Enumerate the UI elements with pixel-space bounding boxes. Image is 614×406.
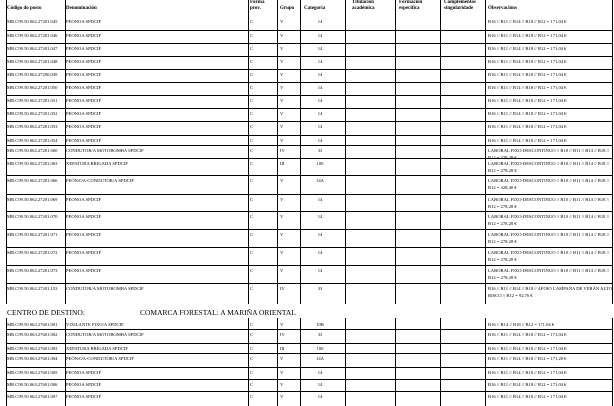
row-grupo: V <box>280 250 284 255</box>
row-denominacion: PEONOA SPDCIF <box>66 268 102 273</box>
column-divider <box>248 318 249 406</box>
row-divider <box>6 353 612 354</box>
row-divider <box>6 283 612 284</box>
row-forma: C <box>250 138 254 143</box>
row-divider <box>6 343 612 344</box>
row-code: MR.C99.50.062.27201.051 <box>7 98 58 103</box>
row-categoria: 14 <box>317 394 323 399</box>
row-grupo: III <box>280 346 285 351</box>
header-formacion-line1: Formación <box>399 0 423 5</box>
row-denominacion: PEONOA SPDCIF <box>66 214 102 219</box>
row-grupo: V <box>280 178 284 183</box>
row-denominacion: PEONOA SPDCIF <box>66 232 102 237</box>
row-forma: C <box>250 19 254 24</box>
row-divider <box>6 379 612 380</box>
row-grupo: IV <box>280 286 285 291</box>
row-categoria: 14 <box>317 72 323 77</box>
column-divider <box>612 318 613 406</box>
row-divider <box>6 175 612 176</box>
row-denominacion: PEONOA SPDCIF <box>66 19 102 24</box>
row-grupo: V <box>280 111 284 116</box>
table-header <box>0 0 614 20</box>
row-forma: C <box>250 214 254 219</box>
row-categoria: 33 <box>317 148 323 153</box>
row-categoria: 33 <box>317 286 323 291</box>
row-divider <box>6 121 612 122</box>
row-code: MR.C99.50.063.27601.006 <box>7 382 58 387</box>
row-observacions: B16 // B11 // B14 // B18 // B12 = 171,04 € <box>488 59 567 64</box>
row-code: MR.C99.50.062.27201.071 <box>7 232 58 237</box>
header-forma-line2: prov. <box>250 6 261 11</box>
row-categoria: 14A <box>316 356 324 361</box>
row-divider <box>6 265 612 266</box>
row-divider <box>6 247 612 248</box>
row-denominacion: PEONOA SPDCIF <box>66 85 102 90</box>
row-observacions: LABORAL FIXO-DESCONTINUO // B10 // B11 // B14 // B18 // B12 = 278,28 € <box>488 250 610 262</box>
column-divider <box>485 318 486 406</box>
row-code: MR.C99.50.062.27201.069 <box>7 197 58 202</box>
row-denominacion: XEFATURA BRIGADA SPDCIF <box>66 161 128 166</box>
row-denominacion: PEONOA SPDCIF <box>66 98 102 103</box>
row-observacions: LABORAL FIXO-DESCONTINUO // B10 // B11 // B14 // B18 // B12 = 278,28 € <box>488 214 610 226</box>
row-denominacion: PEONOA SPDCIF <box>66 394 102 399</box>
row-divider <box>6 43 612 44</box>
row-categoria: 14 <box>317 382 323 387</box>
row-observacions: B16 // B11 // B14 // B18 // B12 = 171,04 € <box>488 72 567 77</box>
row-grupo: IV <box>280 332 285 337</box>
row-code: MR.C99.50.062.27201.053 <box>7 124 58 129</box>
row-code: MR.C99.50.062.27201.050 <box>7 85 58 90</box>
row-grupo: V <box>280 72 284 77</box>
row-code: MR.C99.50.062.27201.063 <box>7 161 58 166</box>
row-categoria: 14 <box>317 268 323 273</box>
row-forma: C <box>250 232 254 237</box>
row-grupo: IV <box>280 148 285 153</box>
row-code: MR.C99.50.062.27201.070 <box>7 214 58 219</box>
header-titulacion-line1: Titulación <box>352 0 374 5</box>
header-titulacion-line2: académica <box>352 6 375 11</box>
column-divider <box>248 0 249 304</box>
row-observacions: LABORAL FIXO-DESCONTINUO // B10 // B11 // B14 // B18 // B12 = 278,28 € <box>488 268 610 280</box>
row-observacions: B16 // B11 // B14 // B18 // B12 = 171,04 € <box>488 394 567 399</box>
row-denominacion: VIXILANTE FIXO/A SPDCIF <box>66 322 124 327</box>
row-code: MR.C99.50.062.27201.047 <box>7 46 58 51</box>
row-categoria: 14 <box>317 59 323 64</box>
row-grupo: V <box>280 214 284 219</box>
row-divider <box>6 194 612 195</box>
row-code: MR.C99.50.062.27201.060 <box>7 148 58 153</box>
row-categoria: 14 <box>317 370 323 375</box>
header-complementos-line1: Complementos <box>444 0 476 5</box>
header-forma-line1: Forma <box>250 0 265 5</box>
row-forma: C <box>250 98 254 103</box>
row-forma: C <box>250 250 254 255</box>
row-code: MR.C99.50.062.27201.073 <box>7 268 58 273</box>
row-grupo: V <box>280 59 284 64</box>
row-grupo: V <box>280 85 284 90</box>
row-denominacion: PEÓN/OA-CONDUTOR/A SPDCIF <box>66 178 134 183</box>
column-divider <box>612 0 613 304</box>
row-code: MR.C99.50.062.27201.054 <box>7 138 58 143</box>
row-grupo: V <box>280 370 284 375</box>
row-categoria: 14 <box>317 111 323 116</box>
row-forma: C <box>250 394 254 399</box>
row-code: MR.C99.50.063.27601.002 <box>7 332 58 337</box>
row-observacions: B16 // B11 // B14 // B18 // B12 = 171,04 € <box>488 346 567 351</box>
row-categoria: 33 <box>317 332 323 337</box>
row-forma: C <box>250 286 254 291</box>
row-code: MR.C99.50.062.27201.046 <box>7 33 58 38</box>
row-grupo: V <box>280 268 284 273</box>
row-categoria: 14 <box>317 124 323 129</box>
row-observacions: LABORAL FIXO-DESCONTINUO // B10 // B11 // B14 // B18 // B12 = 278,28 € <box>488 148 610 160</box>
row-code: MR.C99.50.063.27601.003 <box>7 346 58 351</box>
row-observacions: B16 // B11 // B14 // B18 // AFOIO CAMPAÑA DE VERÁN ALTO RISCO // B12 = 92,76 € <box>488 286 612 298</box>
row-categoria: 14 <box>317 46 323 51</box>
row-grupo: III <box>280 161 285 166</box>
row-categoria: 14 <box>317 214 323 219</box>
row-code: MR.C99.50.063.27601.007 <box>7 394 58 399</box>
row-observacions: B16 // B11 // B14 // B18 // B12 = 171,04 € <box>488 85 567 90</box>
row-denominacion: PEONOA SPDCIF <box>66 33 102 38</box>
row-observacions: LABORAL FIXO-DESCONTINUO // B10 // B11 // B14 // B18 // B12 = 278,28 € <box>488 197 610 209</box>
row-denominacion: PEÓN/OA-CONDUTOR/A SPDCIF <box>66 356 134 361</box>
row-divider <box>6 229 612 230</box>
row-divider <box>6 329 612 330</box>
header-complementos-line2: singularidade <box>444 6 474 11</box>
row-denominacion: PEONOA SPDCIF <box>66 124 102 129</box>
row-code: MR.C99.50.062.27201.153 <box>7 286 58 291</box>
row-denominacion: XEFATURA BRIGADA SPDCIF <box>66 346 128 351</box>
header-codigo: Código do posto <box>7 6 42 11</box>
row-grupo: V <box>280 394 284 399</box>
row-code: MR.C99.50.062.27201.072 <box>7 250 58 255</box>
column-divider <box>300 0 301 304</box>
row-categoria: 14A <box>316 178 324 183</box>
row-forma: C <box>250 124 254 129</box>
row-grupo: V <box>280 197 284 202</box>
row-categoria: 14 <box>317 33 323 38</box>
row-categoria: 14 <box>317 250 323 255</box>
column-divider <box>300 318 301 406</box>
row-forma: C <box>250 322 254 327</box>
row-observacions: LABORAL FIXO-DESCONTINUO // B10 // B11 // B14 // B18 // B12 = 278,28 € <box>488 161 610 173</box>
row-observacions: B16 // B11 // B14 // B18 // B12 = 171,04 € <box>488 19 567 24</box>
header-observacions: Observacións <box>488 6 517 11</box>
row-forma: C <box>250 46 254 51</box>
row-grupo: V <box>280 232 284 237</box>
row-forma: C <box>250 85 254 90</box>
row-divider <box>6 56 612 57</box>
row-code: MR.C99.50.062.27201.045 <box>7 19 58 24</box>
row-code: MR.C99.50.062.27201.052 <box>7 111 58 116</box>
row-denominacion: CONDUTOR/A MOTOBOMBA SPDCIF <box>66 148 144 153</box>
column-divider <box>485 0 486 304</box>
row-categoria: 14 <box>317 232 323 237</box>
row-forma: C <box>250 72 254 77</box>
row-denominacion: PEONOA SPDCIF <box>66 59 102 64</box>
row-denominacion: CONDUTOR/A MOTOBOMBA SPDCIF <box>66 332 144 337</box>
row-denominacion: CONDUTOR/A MOTOBOMBA SPDCIF <box>66 286 144 291</box>
row-divider <box>6 391 612 392</box>
row-denominacion: PEONOA SPDCIF <box>66 370 102 375</box>
row-code: MR.C99.50.062.27290.049 <box>7 72 58 77</box>
row-divider <box>6 95 612 96</box>
row-categoria: 100 <box>316 161 324 166</box>
column-divider <box>65 318 66 406</box>
row-grupo: V <box>280 356 284 361</box>
row-grupo: V <box>280 322 284 327</box>
row-observacions: B16 // B11 // B14 // B18 // B12 = 171,04 € <box>488 124 567 129</box>
column-divider <box>277 0 278 304</box>
row-observacions: B16 // B11 // B14 // B18 // B12 = 171,20 € <box>488 356 567 361</box>
header-categoria: Categoría <box>304 6 326 11</box>
row-divider <box>6 135 612 136</box>
row-forma: C <box>250 370 254 375</box>
row-denominacion: PEONOA SPDCIF <box>66 111 102 116</box>
row-divider <box>6 145 612 146</box>
row-observacions: B16 // B11 // B14 // B18 // B12 = 171,04 € <box>488 98 567 103</box>
row-code: MR.C99.50.062.27201.048 <box>7 59 58 64</box>
row-categoria: 14 <box>317 138 323 143</box>
row-denominacion: PEONOA SPDCIF <box>66 250 102 255</box>
column-divider <box>395 318 396 406</box>
column-divider <box>395 0 396 304</box>
row-grupo: V <box>280 19 284 24</box>
row-grupo: V <box>280 382 284 387</box>
row-divider <box>6 82 612 83</box>
row-observacions: B16 // B11 // B14 // B18 // B12 = 171,04 € <box>488 111 567 116</box>
row-divider <box>6 367 612 368</box>
section-label: CENTRO DE DESTINO: <box>7 308 85 317</box>
row-observacions: B16 // B11 // B14 // B18 // B12 = 171,04 € <box>488 33 567 38</box>
section-title: COMARCA FORESTAL: A MARIÑA ORIENTAL <box>140 308 296 317</box>
row-denominacion: PEONOA SPDCIF <box>66 46 102 51</box>
row-denominacion: PEONOA SPDCIF <box>66 138 102 143</box>
row-categoria: 14 <box>317 19 323 24</box>
column-divider <box>277 318 278 406</box>
row-grupo: V <box>280 98 284 103</box>
row-denominacion: PEONOA SPDCIF <box>66 382 102 387</box>
row-categoria: 14 <box>317 85 323 90</box>
row-forma: C <box>250 268 254 273</box>
column-divider <box>345 0 346 304</box>
row-denominacion: PEONOA SPDCIF <box>66 197 102 202</box>
row-divider <box>6 69 612 70</box>
row-code: MR.C99.50.063.27601.004 <box>7 356 58 361</box>
row-observacions: B16 // B11 // B14 // B18 // B12 = 171,04 € <box>488 138 567 143</box>
row-observacions: B16 // B11 // B14 // B18 // B12 = 171,04 € <box>488 46 567 51</box>
header-grupo: Grupo <box>280 6 295 11</box>
row-categoria: 10B <box>316 322 324 327</box>
row-observacions: LABORAL FIXO-DESCONTINUO // B10 // B11 // B14 // B18 // B12 = 278,28 € <box>488 232 610 244</box>
row-forma: C <box>250 356 254 361</box>
row-observacions: B16 // B14 // B18 // B12 = 171,04 € <box>488 322 555 327</box>
row-observacions: LABORAL FIXO-DESCONTINUO // B10 // B11 // B14 // B18 // B12 = 428,40 € <box>488 178 610 190</box>
row-code: MR.C99.50.063.27601.001 <box>7 322 58 327</box>
row-forma: C <box>250 111 254 116</box>
row-code: MR.C99.50.062.27201.066 <box>7 178 58 183</box>
row-forma: C <box>250 59 254 64</box>
row-divider <box>6 108 612 109</box>
column-divider <box>65 0 66 304</box>
row-categoria: 14 <box>317 197 323 202</box>
row-forma: C <box>250 178 254 183</box>
row-forma: C <box>250 33 254 38</box>
row-observacions: B16 // B11 // B14 // B18 // B12 = 171,04 € <box>488 382 567 387</box>
row-forma: C <box>250 197 254 202</box>
header-formacion-line2: específica <box>399 6 420 11</box>
row-forma: C <box>250 346 254 351</box>
row-forma: C <box>250 161 254 166</box>
row-divider <box>6 158 612 159</box>
row-grupo: V <box>280 138 284 143</box>
row-code: MR.C99.50.063.27601.005 <box>7 370 58 375</box>
row-denominacion: PEONOA SPDCIF <box>66 72 102 77</box>
header-denominacion: Denominación <box>66 6 97 11</box>
row-categoria: 100 <box>316 346 324 351</box>
row-categoria: 14 <box>317 98 323 103</box>
row-observacions: B16 // B11 // B14 // B18 // B12 = 171,04 € <box>488 370 567 375</box>
column-divider <box>440 0 441 304</box>
row-divider <box>6 211 612 212</box>
row-forma: C <box>250 382 254 387</box>
column-divider <box>440 318 441 406</box>
row-divider <box>6 30 612 31</box>
row-forma: C <box>250 332 254 337</box>
row-grupo: V <box>280 124 284 129</box>
column-divider <box>6 318 7 406</box>
row-grupo: V <box>280 46 284 51</box>
column-divider <box>345 318 346 406</box>
row-observacions: B16 // B11 // B14 // B18 // B12 = 171,04 € <box>488 332 567 337</box>
row-grupo: V <box>280 33 284 38</box>
row-forma: C <box>250 148 254 153</box>
column-divider <box>6 0 7 304</box>
